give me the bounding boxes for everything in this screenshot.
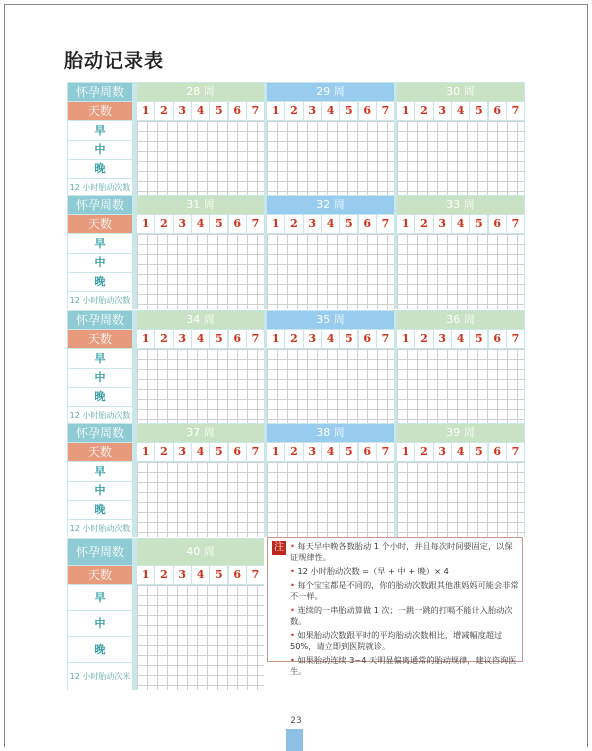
entry-grid	[137, 585, 264, 690]
day-number: 3	[174, 215, 191, 233]
day-number: 2	[285, 330, 302, 348]
day-number: 7	[377, 330, 394, 348]
day-number: 6	[489, 330, 506, 348]
day-number: 5	[340, 443, 357, 461]
day-number: 5	[210, 102, 227, 120]
day-number: 4	[322, 215, 339, 233]
days-label: 天数	[68, 215, 132, 233]
week-header: 29 周	[267, 83, 394, 101]
day-number: 6	[229, 215, 246, 233]
day-number: 5	[210, 443, 227, 461]
entry-grid	[137, 121, 264, 196]
day-number: 7	[507, 443, 524, 461]
day-number: 4	[192, 443, 209, 461]
day-number: 1	[397, 330, 414, 348]
noon-label: 中	[68, 254, 132, 272]
day-number: 5	[340, 102, 357, 120]
day-number: 2	[415, 330, 432, 348]
day-number: 6	[229, 102, 246, 120]
day-number: 3	[434, 215, 451, 233]
note-item: • 每个宝宝都是不同的，你的胎动次数跟其他准妈妈可能会非常不一样。	[290, 580, 520, 602]
day-number: 2	[415, 102, 432, 120]
week-section	[67, 195, 525, 309]
note-item: • 12 小时胎动次数 =（早 + 中 + 晚）× 4	[290, 566, 520, 577]
day-number: 5	[210, 215, 227, 233]
page-title: 胎动记录表	[64, 50, 165, 72]
day-number: 3	[434, 330, 451, 348]
notes-box	[267, 537, 523, 676]
week-header: 33 周	[397, 196, 524, 214]
morning-label: 早	[68, 349, 132, 368]
day-number: 3	[304, 443, 321, 461]
entry-grid	[397, 121, 524, 196]
noon-label: 中	[68, 369, 132, 387]
entry-grid	[137, 234, 264, 309]
week-header: 35 周	[267, 311, 394, 329]
entry-grid	[397, 349, 524, 424]
day-number: 1	[397, 215, 414, 233]
day-number: 7	[377, 215, 394, 233]
day-number: 6	[489, 443, 506, 461]
evening-label: 晚	[68, 273, 132, 291]
day-number: 7	[507, 215, 524, 233]
day-number: 6	[359, 215, 376, 233]
day-number: 2	[415, 215, 432, 233]
day-number: 3	[434, 102, 451, 120]
day-number: 2	[415, 443, 432, 461]
morning-label: 早	[68, 462, 132, 481]
day-number: 3	[434, 443, 451, 461]
day-number: 6	[229, 443, 246, 461]
week-header: 30 周	[397, 83, 524, 101]
days-label: 天数	[68, 443, 132, 461]
day-number: 1	[267, 215, 284, 233]
entry-grid	[267, 121, 394, 196]
count-12h-label: 12 小时胎动次数	[68, 520, 132, 537]
day-number: 5	[470, 215, 487, 233]
note-list	[290, 541, 520, 680]
note-item: • 如果胎动次数跟平时的平均胎动次数相比，增减幅度超过 50%，请立即到医院就诊。	[290, 630, 520, 652]
day-number: 1	[267, 443, 284, 461]
day-number: 2	[155, 330, 172, 348]
day-number: 1	[267, 330, 284, 348]
days-label: 天数	[68, 566, 132, 584]
day-number: 6	[489, 215, 506, 233]
entry-grid	[397, 234, 524, 309]
week-section	[67, 423, 525, 537]
day-number: 6	[489, 102, 506, 120]
entry-grid	[137, 349, 264, 424]
week-label: 怀孕周数	[68, 196, 132, 214]
week-header: 39 周	[397, 424, 524, 442]
entry-grid	[397, 462, 524, 537]
morning-label: 早	[68, 121, 132, 140]
week-label: 怀孕周数	[68, 83, 132, 101]
day-number: 7	[247, 102, 264, 120]
day-number: 5	[340, 330, 357, 348]
day-number: 7	[247, 443, 264, 461]
week-header: 36 周	[397, 311, 524, 329]
evening-label: 晚	[68, 637, 132, 662]
day-number: 5	[210, 330, 227, 348]
count-12h-label: 12 小时胎动次数	[68, 407, 132, 424]
day-number: 1	[137, 102, 154, 120]
day-number: 4	[322, 102, 339, 120]
page-tab	[286, 729, 303, 751]
day-number: 5	[470, 102, 487, 120]
day-number: 4	[452, 330, 469, 348]
day-number: 7	[377, 443, 394, 461]
day-number: 3	[304, 330, 321, 348]
day-number: 4	[192, 330, 209, 348]
day-number: 5	[210, 566, 227, 584]
day-number: 2	[285, 443, 302, 461]
week-label: 怀孕周数	[68, 311, 132, 329]
evening-label: 晚	[68, 388, 132, 406]
morning-label: 早	[68, 234, 132, 253]
entry-grid	[267, 349, 394, 424]
day-number: 3	[304, 215, 321, 233]
day-number: 7	[377, 102, 394, 120]
day-number: 6	[229, 566, 246, 584]
day-number: 1	[137, 443, 154, 461]
week-header: 28 周	[137, 83, 264, 101]
count-12h-label: 12 小时胎动次数	[68, 292, 132, 309]
count-12h-label: 12 小时胎动次数	[68, 179, 132, 196]
day-number: 6	[359, 102, 376, 120]
week-label: 怀孕周数	[68, 424, 132, 442]
noon-label: 中	[68, 611, 132, 636]
day-number: 1	[137, 330, 154, 348]
note-item: • 每天早中晚各数胎动 1 个小时，并且每次时间要固定，以保证规律性。	[290, 541, 520, 563]
day-number: 3	[174, 443, 191, 461]
day-number: 4	[452, 215, 469, 233]
day-number: 2	[155, 215, 172, 233]
day-number: 2	[155, 102, 172, 120]
week-header: 34 周	[137, 311, 264, 329]
week-header: 40 周	[137, 539, 264, 565]
noon-label: 中	[68, 141, 132, 159]
day-number: 2	[285, 215, 302, 233]
day-number: 4	[192, 566, 209, 584]
day-number: 6	[229, 330, 246, 348]
day-number: 1	[137, 215, 154, 233]
day-number: 5	[470, 443, 487, 461]
evening-label: 晚	[68, 160, 132, 178]
note-item: • 如果胎动连续 3~4 天明显偏离通常的胎动规律，建议咨询医生。	[290, 655, 520, 677]
day-number: 1	[267, 102, 284, 120]
day-number: 2	[155, 566, 172, 584]
week-section	[67, 82, 525, 196]
day-number: 1	[137, 566, 154, 584]
day-number: 5	[340, 215, 357, 233]
week-header: 31 周	[137, 196, 264, 214]
note-tag: 注	[274, 542, 284, 553]
day-number: 3	[174, 566, 191, 584]
page-number: 23	[290, 716, 302, 726]
day-number: 1	[397, 102, 414, 120]
day-number: 7	[507, 330, 524, 348]
day-number: 2	[155, 443, 172, 461]
day-number: 6	[359, 330, 376, 348]
note-item: • 连续的一串胎动算做 1 次；一跳一跳的打嗝不能计入胎动次数。	[290, 605, 520, 627]
day-number: 7	[247, 215, 264, 233]
days-label: 天数	[68, 102, 132, 120]
count-12h-label: 12 小时胎动次米	[68, 663, 132, 690]
day-number: 3	[174, 102, 191, 120]
day-number: 4	[452, 443, 469, 461]
days-label: 天数	[68, 330, 132, 348]
week-label: 怀孕周数	[68, 539, 132, 565]
morning-label: 早	[68, 585, 132, 610]
entry-grid	[137, 462, 264, 537]
day-number: 4	[452, 102, 469, 120]
week-header: 38 周	[267, 424, 394, 442]
noon-label: 中	[68, 482, 132, 500]
day-number: 4	[322, 330, 339, 348]
day-number: 3	[304, 102, 321, 120]
day-number: 6	[359, 443, 376, 461]
week-header: 32 周	[267, 196, 394, 214]
day-number: 4	[322, 443, 339, 461]
day-number: 4	[192, 102, 209, 120]
day-number: 7	[247, 330, 264, 348]
week-section	[67, 310, 525, 424]
week-header: 37 周	[137, 424, 264, 442]
day-number: 2	[285, 102, 302, 120]
entry-grid	[267, 462, 394, 537]
evening-label: 晚	[68, 501, 132, 519]
day-number: 1	[397, 443, 414, 461]
day-number: 3	[174, 330, 191, 348]
day-number: 5	[470, 330, 487, 348]
day-number: 4	[192, 215, 209, 233]
day-number: 7	[507, 102, 524, 120]
day-number: 7	[247, 566, 264, 584]
entry-grid	[267, 234, 394, 309]
week-section	[67, 538, 264, 690]
